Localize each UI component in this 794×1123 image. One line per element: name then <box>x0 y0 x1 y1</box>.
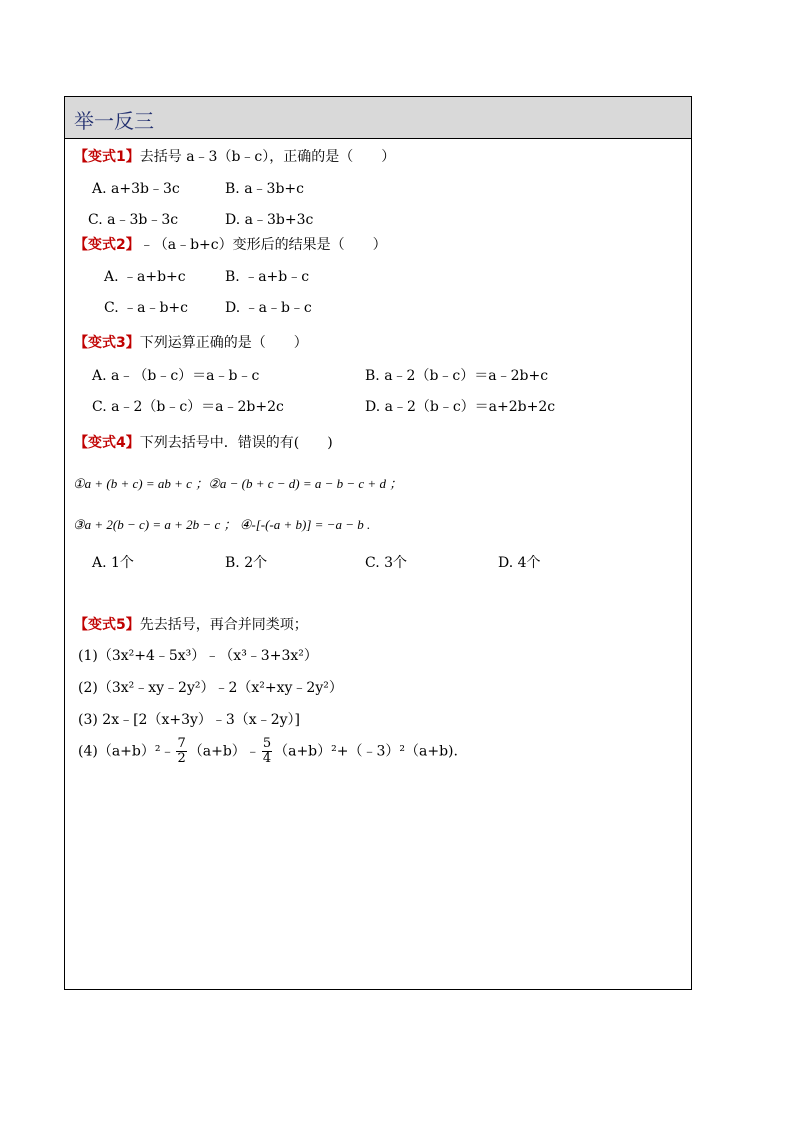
question-5-part-4 <box>78 737 458 766</box>
question-5-part-3: (3) 2x﹣[2（x+3y）﹣3（x﹣2y）] <box>78 712 300 728</box>
fraction-numerator: 5 <box>262 736 272 751</box>
question-3-tag: 【变式3】 <box>74 335 140 351</box>
question-3-stem: 下列运算正确的是（ ） <box>139 335 308 351</box>
question-2 <box>74 234 387 254</box>
question-4-tag: 【变式4】 <box>74 435 140 451</box>
question-4-item-1-2: ①a + (b + c) = ab + c ；②a − (b + c − d) = a − b − c + d ； <box>73 476 403 491</box>
fraction-denominator: 4 <box>262 751 272 766</box>
fraction-5-over-4 <box>262 737 272 766</box>
question-1 <box>74 146 395 166</box>
question-4-option-a: A. 1个 <box>92 555 134 571</box>
question-1-option-b: B. a﹣3b+c <box>225 181 304 197</box>
question-4-option-d: D. 4个 <box>498 555 541 571</box>
question-3 <box>74 332 308 352</box>
question-1-stem: 去括号 a﹣3（b﹣c），正确的是（ ） <box>139 149 396 165</box>
part-4-middle: （a+b）﹣ <box>188 743 260 760</box>
question-2-option-b: B. ﹣a+b﹣c <box>225 269 310 285</box>
question-1-option-c: C. a﹣3b﹣3c <box>88 212 179 228</box>
fraction-7-over-2 <box>176 737 186 766</box>
question-4-option-c: C. 3个 <box>365 555 408 571</box>
question-5-stem: 先去括号，再合并同类项； <box>139 617 308 633</box>
question-2-option-c: C. ﹣a﹣b+c <box>104 300 188 316</box>
part-4-lead: (4)（a+b）²﹣ <box>78 743 175 760</box>
question-3-option-b: B. a﹣2（b﹣c）＝a﹣2b+c <box>365 368 549 384</box>
question-4 <box>74 432 333 452</box>
part-4-tail: （a+b）²+（﹣3）²（a+b). <box>274 743 458 760</box>
question-4-item-3-4: ③a + 2(b − c) = a + 2b − c ； ④-[-(-a + b)] = −a − b . <box>73 517 371 532</box>
question-3-option-c: C. a﹣2（b﹣c）＝a﹣2b+2c <box>92 399 284 415</box>
question-2-tag: 【变式2】 <box>74 237 140 253</box>
fraction-numerator: 7 <box>177 736 186 751</box>
example-box <box>64 96 692 990</box>
question-2-option-a: A. ﹣a+b+c <box>104 269 186 285</box>
question-4-option-b: B. 2个 <box>225 555 268 571</box>
question-1-option-d: D. a﹣3b+3c <box>225 212 314 228</box>
question-5 <box>74 614 308 634</box>
question-5-tag: 【变式5】 <box>74 617 140 633</box>
question-2-stem: ﹣（a﹣b+c）变形后的结果是（ ） <box>139 237 387 253</box>
section-header <box>65 97 691 139</box>
question-1-tag: 【变式1】 <box>74 149 140 165</box>
section-title: 举一反三 <box>74 109 154 133</box>
question-3-option-d: D. a﹣2（b﹣c）＝a+2b+2c <box>365 399 556 415</box>
question-3-option-a: A. a﹣（b﹣c）＝a﹣b﹣c <box>92 368 260 384</box>
question-5-part-1: (1)（3x²+4﹣5x³）﹣（x³﹣3+3x²） <box>78 648 318 664</box>
question-2-option-d: D. ﹣a﹣b﹣c <box>225 300 312 316</box>
question-5-part-2: (2)（3x²﹣xy﹣2y²）﹣2（x²+xy﹣2y²） <box>78 680 343 696</box>
question-4-stem: 下列去括号中．错误的有( ) <box>139 435 333 451</box>
fraction-denominator: 2 <box>177 751 186 766</box>
question-1-option-a: A. a+3b﹣3c <box>92 181 180 197</box>
